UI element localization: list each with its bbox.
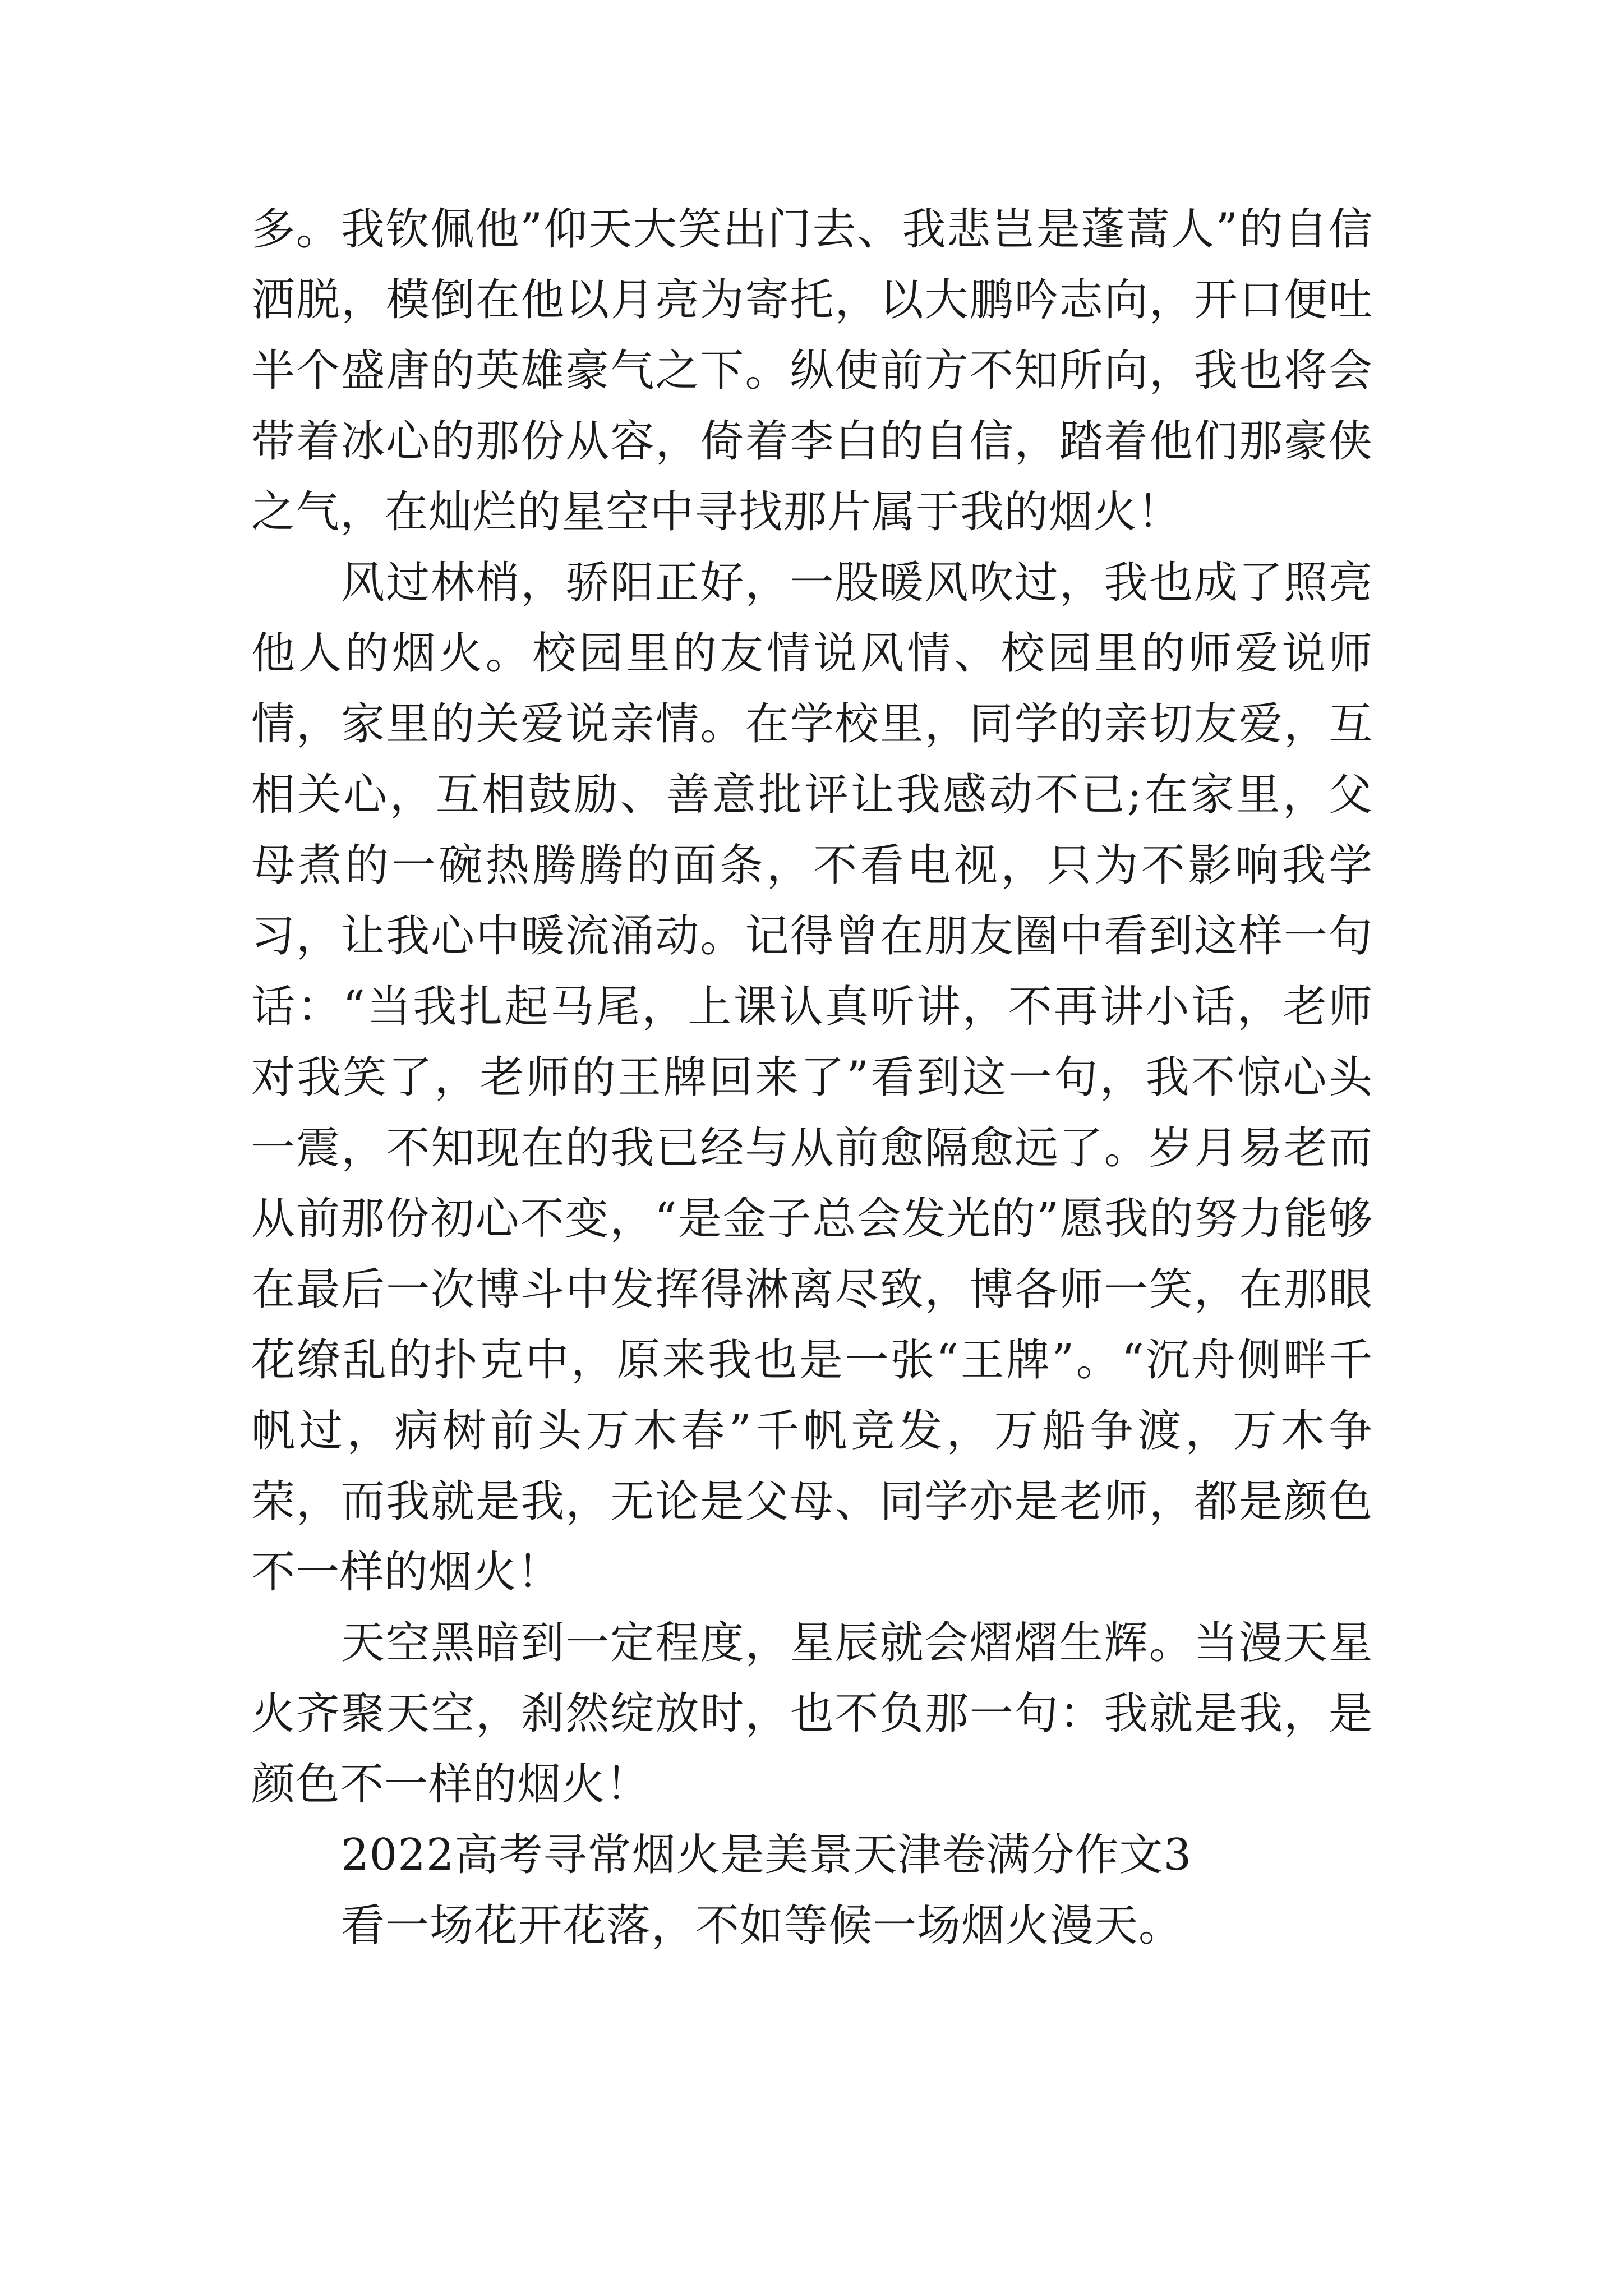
document-body [251,194,1373,1961]
section-title: 2022高考寻常烟火是美景天津卷满分作文3 [341,1830,1192,1880]
paragraph-firework-friendship: 风过林梢，骄阳正好，一股暖风吹过，我也成了照亮他人的烟火。校园里的友情说风情、校园里的师爱说师情，家里的关爱说亲情。在学校里，同学的亲切友爱，互相关心，互相鼓励、善意批评让我感动不已;在家里，父母煮的一碗热腾腾的面条，不看电视，只为不影响我学习，让我心中暖流涌动。记得曾在朋友圈中看到这样一句话：“当我扎起马尾，上课认真听讲，不再讲小话，老师对我笑了，老师的王牌回来了”看到这一句，我不惊心头一震，不知现在的我已经与从前愈隔愈远了。岁月易老而从前那份初心不变，“是金子总会发光的”愿我的努力能够在最后一次博斗中发挥得淋离尽致，博各师一笑，在那眼花缭乱的扑克中，原来我也是一张“王牌”。“沉舟侧畔千帆过，病树前头万木春”千帆竞发，万船争渡，万木争荣，而我就是我，无论是父母、同学亦是老师，都是颜色不一样的烟火！ [251,558,1373,1598]
paragraph-conclusion: 天空黑暗到一定程度，星辰就会熠熠生辉。当漫天星火齐聚天空，刹然绽放时，也不负那一句：我就是我，是颜色不一样的烟火！ [251,1618,1373,1810]
opening-line: 看一场花开花落，不如等候一场烟火漫天。 [341,1901,1183,1951]
paragraph-continuation: 多。我钦佩他”仰天大笑出门去、我悲岂是蓬蒿人”的自信洒脱，模倒在他以月亮为寄托，以大鹏吟志向，开口便吐半个盛唐的英雄豪气之下。纵使前方不知所向，我也将会带着冰心的那份从容，倚着李白的自信，踏着他们那豪侠之气，在灿烂的星空中寻找那片属于我的烟火！ [251,204,1373,537]
